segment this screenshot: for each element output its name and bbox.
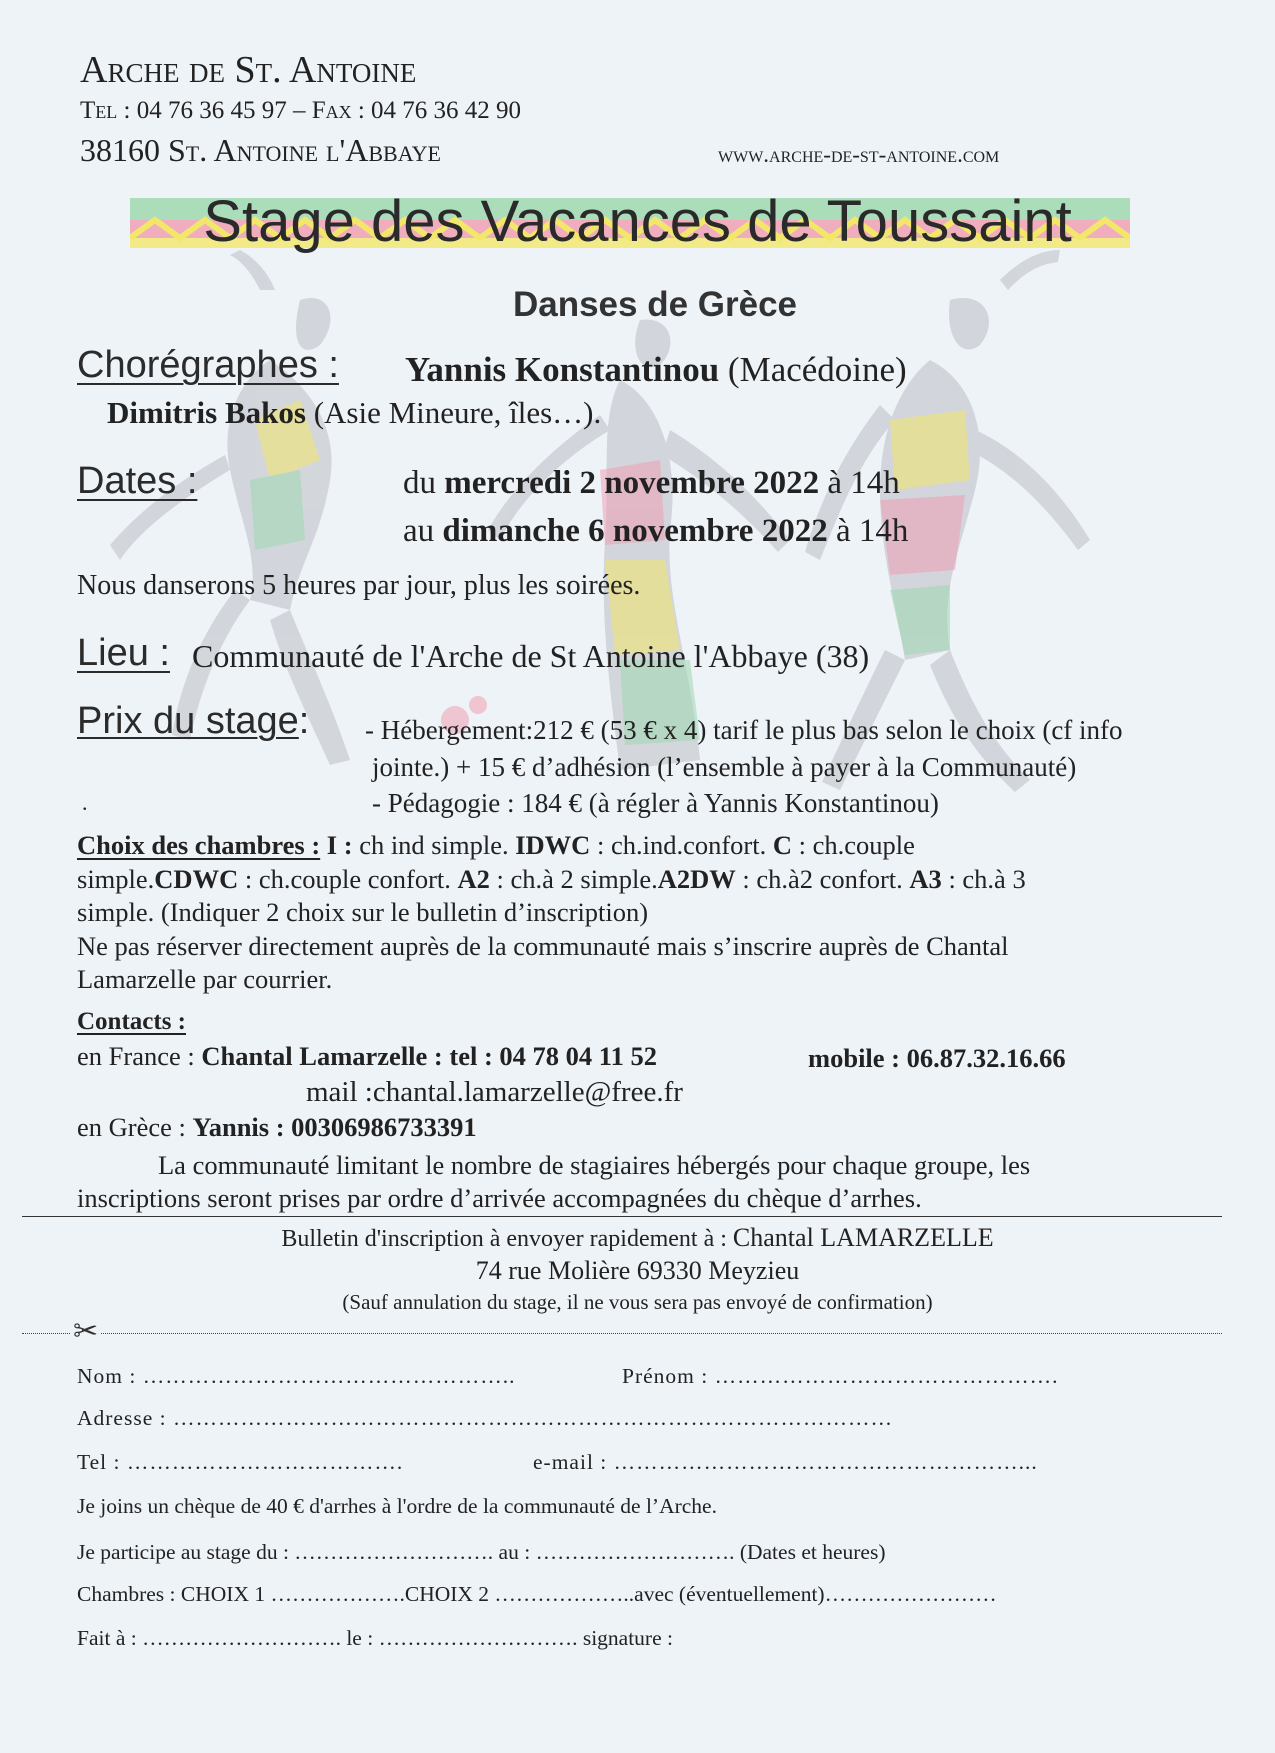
form-prenom: Prénom : ……………………………………….: [622, 1364, 1059, 1388]
organization-phone-fax: Tel : 04 76 36 45 97 – Fax : 04 76 36 42 90: [80, 97, 522, 124]
date-from-time: à 14h: [819, 465, 900, 501]
page-title: Stage des Vacances de Toussaint: [203, 189, 1072, 254]
date-from-day: mercredi 2 novembre 2022: [444, 465, 820, 501]
room-text-a3: : ch.à 3: [941, 864, 1026, 894]
page-subtitle: Danses de Grèce: [512, 285, 798, 324]
date-to-day: dimanche 6 novembre 2022: [442, 513, 828, 549]
form-nom: Nom : …………………………………………..: [77, 1364, 516, 1388]
form-tel: Tel : ……………………………….: [77, 1450, 404, 1474]
organization-address: 38160 St. Antoine l'Abbaye: [80, 132, 441, 168]
choreographer-1-name: Yannis Konstantinou: [405, 350, 720, 389]
bulletin-address: 74 rue Molière 69330 Meyzieu: [475, 1256, 800, 1285]
date-to-time: à 14h: [827, 513, 909, 549]
dance-hours-note: Nous danserons 5 heures par jour, plus les soirées.: [77, 570, 641, 601]
date-from-prefix: du: [403, 465, 445, 501]
choreographer-2-name: Dimitris Bakos: [107, 395, 306, 430]
date-from: [403, 465, 900, 502]
choreographer-2-region: (Asie Mineure, îles…).: [305, 395, 602, 430]
price-accommodation: - Hébergement:212 € (53 € x 4) tarif le plus bas selon le choix (cf info: [365, 715, 1123, 745]
bulletin-line-1: [0, 1223, 1275, 1253]
bulletin-note: (Sauf annulation du stage, il ne vous sera pas envoyé de confirmation): [342, 1290, 933, 1314]
contact-greece: [77, 1112, 477, 1143]
bulletin-prefix: Bulletin d'inscription à envoyer rapidement à :: [281, 1226, 733, 1252]
contact-greece-label: en Grèce :: [77, 1112, 193, 1142]
room-code-a2dw: A2DW: [657, 864, 736, 894]
form-email: e-mail : ………………………………………………...: [533, 1450, 1038, 1474]
place-heading: Lieu :: [77, 632, 170, 674]
date-to-prefix: au: [403, 513, 443, 549]
section-divider: [22, 1216, 1222, 1217]
dates-heading: Dates :: [77, 460, 198, 502]
room-code-i: I :: [326, 830, 353, 860]
choreographers-heading: Chorégraphes :: [77, 344, 339, 386]
price-accommodation-cont: jointe.) + 15 € d’adhésion (l’ensemble à payer à la Communauté): [372, 752, 1077, 782]
contact-france-value: Chantal Lamarzelle : tel : 04 78 04 11 52: [201, 1041, 657, 1071]
form-participation: Je participe au stage du : ………………………. au : ………………………. (Dates et heures): [77, 1540, 886, 1564]
place-value: Communauté de l'Arche de St Antoine l'Abbaye (38): [192, 638, 870, 674]
form-fait: Fait à : ………………………. le : ………………………. signature :: [77, 1626, 673, 1650]
rooms-line-2: [77, 864, 1026, 895]
organization-name: Arche de St. Antoine: [80, 49, 417, 91]
organization-website: www.arche-de-st-antoine.com: [718, 142, 1000, 167]
form-adresse: Adresse : ……………………………………………………………………………………: [77, 1406, 893, 1430]
form-chambres: Chambres : CHOIX 1 ……………….CHOIX 2 ………………..avec (éventuellement)……………………: [77, 1582, 997, 1606]
rooms-line-1: [77, 830, 915, 861]
room-text-i: ch ind simple.: [352, 830, 516, 860]
room-code-a3: A3: [909, 864, 942, 894]
contact-mobile: mobile : 06.87.32.16.66: [808, 1043, 1066, 1073]
room-text-c2: simple.: [77, 864, 155, 894]
notice-line-1: La communauté limitant le nombre de stagiaires hébergés pour chaque groupe, les: [158, 1150, 1031, 1180]
room-code-c: C: [772, 830, 792, 860]
room-code-idwc: IDWC: [515, 830, 591, 860]
room-text-idwc: : ch.ind.confort.: [590, 830, 773, 860]
room-text-a2: : ch.à 2 simple.: [489, 864, 658, 894]
date-to: [403, 513, 908, 550]
contact-france-label: en France :: [77, 1041, 202, 1071]
rooms-heading: Choix des chambres :: [77, 830, 321, 860]
choreographer-1: [405, 350, 907, 390]
scissors-icon: ✂: [70, 1314, 101, 1349]
room-text-c: : ch.couple: [791, 830, 915, 860]
rooms-line-4: Ne pas réserver directement auprès de la communauté mais s’inscrire auprès de Chantal: [77, 931, 1009, 961]
stray-dot: .: [82, 790, 88, 815]
price-heading-colon: :: [298, 700, 310, 742]
notice-line-2: inscriptions seront prises par ordre d’arrivée accompagnées du chèque d’arrhes.: [77, 1183, 922, 1213]
rooms-line-5: Lamarzelle par courrier.: [77, 964, 333, 994]
price-teaching: - Pédagogie : 184 € (à régler à Yannis Konstantinou): [372, 788, 939, 818]
price-heading: Prix du stage: [77, 700, 299, 742]
contact-greece-value: Yannis : 00306986733391: [192, 1112, 477, 1142]
contact-france: [77, 1041, 657, 1072]
choreographer-1-region: (Macédoine): [719, 350, 907, 389]
cut-line: [22, 1333, 1222, 1334]
contact-email: mail :chantal.lamarzelle@free.fr: [306, 1076, 683, 1108]
form-cheque: Je joins un chèque de 40 € d'arrhes à l'ordre de la communauté de l’Arche.: [77, 1494, 717, 1518]
price-heading-block: [77, 700, 309, 743]
rooms-line-3: simple. (Indiquer 2 choix sur le bulletin d’inscription): [77, 897, 649, 927]
contacts-heading: Contacts :: [77, 1008, 187, 1035]
bulletin-recipient: Chantal LAMARZELLE: [732, 1223, 994, 1252]
room-code-cdwc: CDWC: [154, 864, 239, 894]
room-text-cdwc: : ch.couple confort.: [238, 864, 458, 894]
room-text-a2dw: : ch.à2 confort.: [735, 864, 910, 894]
choreographer-2: [107, 395, 601, 431]
room-code-a2: A2: [457, 864, 490, 894]
